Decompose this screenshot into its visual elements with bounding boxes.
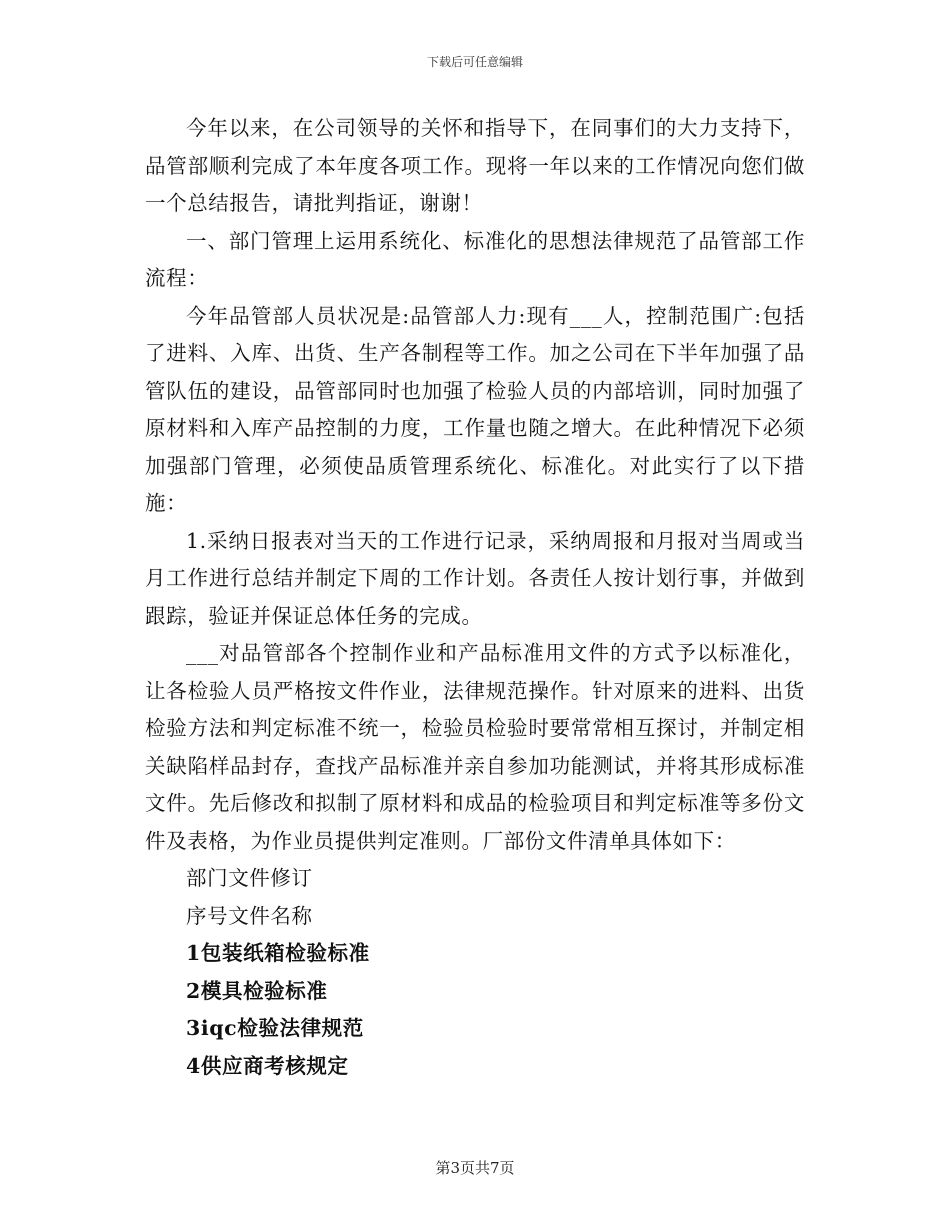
paragraph-intro: 今年以来，在公司领导的关怀和指导下，在同事们的大力支持下，品管部顺利完成了本年度各项工作。现将一年以来的工作情况向您们做一个总结报告，请批判指证，谢谢！ (145, 116, 805, 215)
page-number: 第3页共7页 (435, 1159, 515, 1177)
list-item: 1包装纸箱检验标准 (186, 941, 370, 965)
list-title: 部门文件修订 (186, 866, 313, 890)
list-item: 2模具检验标准 (186, 978, 328, 1003)
page-header-note: 下载后可任意编辑 (426, 55, 523, 69)
list-item: 3iqc检验法律规范 (186, 1016, 364, 1040)
paragraph-standardization: ___对品管部各个控制作业和产品标准用文件的方式予以标准化，让各检验人员严格按文件作业，法律规范操作。针对原来的进料、出货检验方法和判定标准不统一，检验员检验时要常常相互探讨，并制定相关缺陷样品封存，查找产品标准并亲自参加功能测试，并将其形成标准文件。先后修改和拟制了原材料和成品的检验项目和判定标准等多份文件及表格，为作业员提供判定准则。厂部份文件清单具体如下： (145, 641, 805, 853)
document-body (145, 110, 805, 1085)
paragraph-measure-one: 1.采纳日报表对当天的工作进行记录，采纳周报和月报对当周或当月工作进行总结并制定下周的工作计划。各责任人按计划行事，并做到跟踪，验证并保证总体任务的完成。 (145, 528, 805, 628)
paragraph-staffing: 今年品管部人员状况是:品管部人力:现有___人，控制范围广:包括了进料、入库、出货、生产各制程等工作。加之公司在下半年加强了品管队伍的建设，品管部同时也加强了检验人员的内部培训，同时加强了原材料和入库产品控制的力度，工作量也随之增大。在此种情况下必须加强部门管理，必须使品质管理系统化、标准化。对此实行了以下措施： (145, 303, 805, 515)
list-item: 4供应商考核规定 (186, 1053, 349, 1078)
list-header: 序号文件名称 (186, 903, 313, 928)
paragraph-section-one-heading: 一、部门管理上运用系统化、标准化的思想法律规范了品管部工作流程： (145, 228, 805, 290)
